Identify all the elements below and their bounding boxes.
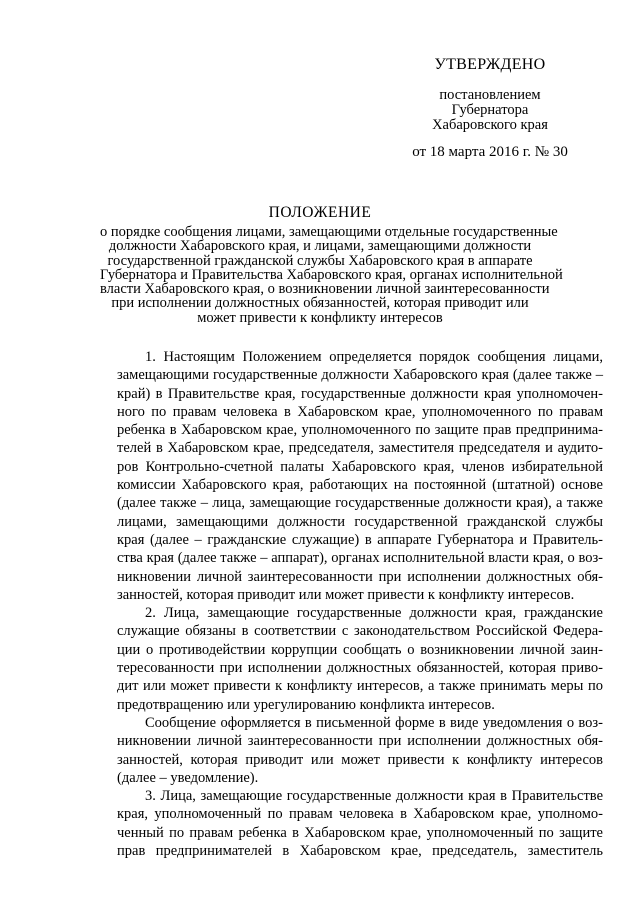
subtitle-line: власти Хабаровского края, о возникновении личной заинтересованности xyxy=(100,281,550,298)
paragraph-2-line: дит или может привести к конфликту интересов, а также принимать меры по xyxy=(117,678,603,695)
paragraph-3-line: (далее – уведомление). xyxy=(117,769,259,786)
document-subtitle xyxy=(100,224,563,326)
paragraph-1-line: замещающими государственные должности Хабаровского края (далее также – xyxy=(117,367,603,384)
paragraph-1-line: ров Контрольно-счетной палаты Хабаровского края, членов избирательной xyxy=(117,458,603,475)
paragraph-1-line: (далее также – лица, замещающие государственные должности края), а также xyxy=(117,495,603,512)
paragraph-2-line: предотвращению или урегулированию конфликта интересов. xyxy=(117,696,495,713)
paragraph-4-line: 3. Лица, замещающие государственные должности края в Правительстве xyxy=(145,788,603,805)
paragraph-1-line: телей в Хабаровском крае, председателя, заместителя председателя и аудито- xyxy=(117,440,603,457)
approval-date: от 18 марта 2016 г. № 30 xyxy=(412,144,568,160)
subtitle-line: о порядке сообщения лицами, замещающими отдельные государственные xyxy=(100,224,558,240)
paragraph-4-line: края, уполномоченный по правам человека в Хабаровском крае, уполномо- xyxy=(117,806,603,823)
paragraph-4-line: прав предпринимателей в Хабаровском крае, председатель, заместитель xyxy=(117,843,603,860)
paragraph-1-line: лицами, замещающими должности государственной гражданской службы xyxy=(117,513,603,530)
approval-block xyxy=(380,56,600,160)
subtitle-line: должности Хабаровского края, и лицами, замещающими должности xyxy=(108,238,532,255)
paragraph-1-line: края (далее – гражданские служащие) в аппарате Губернатора и Правитель- xyxy=(117,531,603,548)
paragraph-1-line: ребенка в Хабаровском крае, уполномоченного по защите прав предпринима- xyxy=(117,422,603,439)
approval-line: Хабаровского края xyxy=(432,117,548,133)
paragraph-1-line: занностей, которая приводит или может привести к конфликту интересов. xyxy=(117,586,575,603)
paragraph-3-line: Сообщение оформляется в письменной форме в виде уведомления о воз- xyxy=(145,714,603,731)
approval-stamp: УТВЕРЖДЕНО xyxy=(434,56,546,73)
approval-line: постановлением xyxy=(439,87,541,103)
paragraph-1-line: комиссии Хабаровского края, работающих на постоянной (штатной) основе xyxy=(117,477,603,494)
paragraph-1-line: край) в Правительстве края, государственные должности края уполномочен- xyxy=(117,385,603,402)
paragraph-2-line: тересованности при исполнении должностных обязанностей, которая приво- xyxy=(117,660,603,677)
paragraph-1-line: никновении личной заинтересованности при исполнении должностных обя- xyxy=(117,568,603,585)
paragraph-1-line: ного по правам человека в Хабаровском крае, уполномоченного по правам xyxy=(117,403,603,420)
document-title: ПОЛОЖЕНИЕ xyxy=(268,204,372,221)
paragraph-1-line: ства края (далее также – аппарат), органах исполнительной власти края, о воз- xyxy=(117,550,603,567)
subtitle-line: при исполнении должностных обязанностей, которая приводит или xyxy=(111,295,529,312)
paragraph-1-line: 1. Настоящим Положением определяется порядок сообщения лицами, xyxy=(145,349,603,365)
paragraph-4-line: ченный по правам ребенка в Хабаровском крае, уполномоченный по защите xyxy=(117,824,603,841)
paragraph-2-line: служащие обязаны в соответствии с законодательством Российской Федера- xyxy=(117,623,603,640)
subtitle-line: государственной гражданской службы Хабаровского края в аппарате xyxy=(107,252,533,269)
document-body xyxy=(117,348,603,860)
paragraph-2-line: ции о противодействии коррупции сообщать о возникновении личной заин- xyxy=(117,641,603,658)
paragraph-2-line: 2. Лица, замещающие государственные должности края, гражданские xyxy=(145,605,603,622)
approval-line: Губернатора xyxy=(451,102,529,118)
paragraph-3-line: никновении личной заинтересованности при исполнении должностных обя- xyxy=(117,733,603,750)
subtitle-line: Губернатора и Правительства Хабаровского края, органах исполнительной xyxy=(100,266,563,283)
subtitle-line: может привести к конфликту интересов xyxy=(197,309,443,326)
paragraph-3-line: занностей, которая приводит или может привести к конфликту интересов xyxy=(117,751,603,768)
